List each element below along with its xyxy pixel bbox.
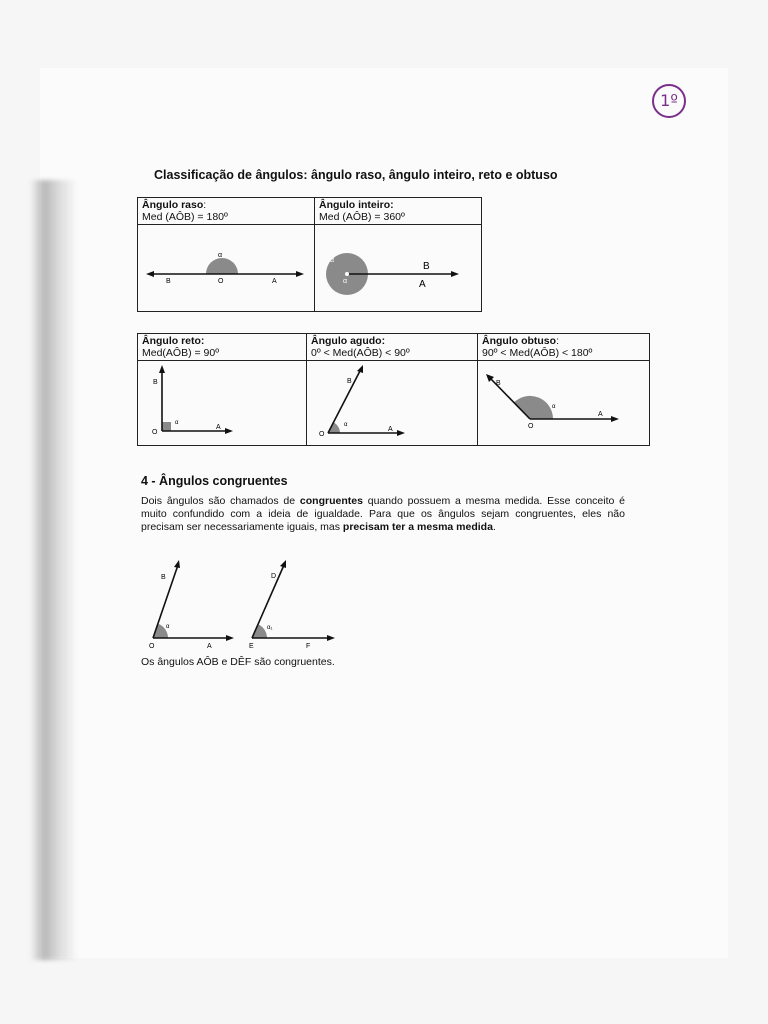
shaded-arc xyxy=(206,258,238,274)
label-a: A xyxy=(207,643,212,650)
label-b: B xyxy=(347,378,352,385)
page-number-badge: 1º xyxy=(652,84,686,118)
label-angulo-raso-suffix: : xyxy=(203,199,207,211)
paragraph-bold-mesma-medida: precisam ter a mesma medida xyxy=(342,521,493,534)
cell-header-agudo xyxy=(307,334,478,361)
label-angulo-raso: Ângulo raso xyxy=(142,199,204,211)
arrow-left-icon xyxy=(146,271,154,277)
arrow-right-icon xyxy=(611,416,619,422)
page-title: Classificação de ângulos: ângulo raso, ângulo inteiro, reto e obtuso xyxy=(154,168,558,182)
right-angle-mark xyxy=(162,422,171,431)
label-a: A xyxy=(419,279,426,290)
label-o: O xyxy=(319,431,325,438)
arrow-up-icon xyxy=(159,365,165,373)
figure-agudo xyxy=(307,361,478,446)
label-a: A xyxy=(272,278,277,285)
diagram-congruent-angles xyxy=(138,556,348,652)
diagram-straight-angle xyxy=(142,226,310,310)
paragraph-text-3: . xyxy=(492,521,496,534)
label-angulo-reto-suffix: : xyxy=(200,335,205,347)
arrow-up-icon xyxy=(174,560,180,568)
angle-table-raso-inteiro xyxy=(137,197,482,312)
label-angulo-agudo: Ângulo agudo xyxy=(311,335,382,347)
label-angulo-obtuso: Ângulo obtuso xyxy=(482,335,557,347)
arrow-right-icon xyxy=(451,271,459,277)
label-alpha: α xyxy=(218,252,223,259)
label-o: O xyxy=(152,429,158,436)
figure-raso xyxy=(138,225,315,312)
arrow-right-icon xyxy=(226,635,234,641)
congruent-paragraph xyxy=(141,495,625,535)
label-alpha: α xyxy=(344,422,348,428)
label-o: O xyxy=(218,278,224,285)
label-angulo-obtuso-suffix: : xyxy=(556,335,559,347)
cell-header-raso xyxy=(138,198,315,225)
diagram-obtuse-angle xyxy=(482,362,645,444)
cell-header-obtuso xyxy=(478,334,650,361)
label-alpha: α xyxy=(166,624,170,630)
arrow-right-icon xyxy=(327,635,335,641)
formula-raso: Med (AÔB) = 180º xyxy=(142,211,228,223)
formula-agudo: 0º < Med(AÔB) < 90º xyxy=(311,347,410,359)
label-f: F xyxy=(306,643,311,650)
label-d: D xyxy=(271,573,277,580)
paragraph-bold-congruentes: congruentes xyxy=(299,495,363,507)
scan-shadow xyxy=(30,180,78,960)
cell-header-reto xyxy=(138,334,307,361)
formula-obtuso: 90º < Med(AÔB) < 180º xyxy=(482,347,593,359)
figure-obtuso xyxy=(478,361,650,446)
paragraph-text-2: quando possuem a mesma medida. Esse conceito é muito confundido com a ideia de igualdade. Para que os ângulos sejam congruentes, eles não precisam ser necessariamente iguais, mas xyxy=(141,495,625,534)
angle-table-reto-agudo-obtuso xyxy=(137,333,650,446)
label-angulo-inteiro-suffix: : xyxy=(390,199,394,211)
label-e: E xyxy=(249,643,254,650)
shaded-arc xyxy=(328,422,340,433)
label-alpha: α xyxy=(175,420,179,426)
paragraph-text-1: Dois ângulos são chamados de xyxy=(141,495,300,507)
label-o: O xyxy=(149,643,155,650)
arrow-up-icon xyxy=(280,560,286,568)
label-b: B xyxy=(423,261,430,272)
label-b: B xyxy=(161,574,166,581)
figure-inteiro xyxy=(315,225,482,312)
label-a: A xyxy=(598,411,603,418)
arrow-up-icon xyxy=(357,365,363,373)
label-angulo-agudo-suffix: : xyxy=(381,335,386,347)
figure-reto xyxy=(138,361,307,446)
label-b: B xyxy=(166,278,171,285)
arrow-right-icon xyxy=(296,271,304,277)
cell-header-inteiro xyxy=(315,198,482,225)
label-angulo-inteiro: Ângulo inteiro xyxy=(319,199,391,211)
label-o: O xyxy=(528,423,534,430)
label-a: A xyxy=(216,424,221,431)
label-angulo-reto: Ângulo reto xyxy=(142,335,201,347)
diagram-right-angle xyxy=(142,362,302,444)
arrow-right-icon xyxy=(225,428,233,434)
label-b: B xyxy=(153,379,158,386)
figure-caption: Os ângulos AÔB e DÊF são congruentes. xyxy=(141,656,335,668)
label-alpha1: α₁ xyxy=(267,625,273,631)
section-title-congruent: 4 - Ângulos congruentes xyxy=(141,474,288,488)
formula-reto: Med(AÔB) = 90º xyxy=(142,347,220,359)
label-b: B xyxy=(496,380,501,387)
diagram-acute-angle xyxy=(311,362,473,444)
label-alpha: α xyxy=(552,404,556,410)
diagram-full-angle xyxy=(319,226,477,310)
label-alpha-outer: α xyxy=(330,257,335,264)
label-a: A xyxy=(388,426,393,433)
formula-inteiro: Med (AÔB) = 360º xyxy=(319,211,405,223)
arrow-right-icon xyxy=(397,430,405,436)
label-alpha-inner: α xyxy=(343,278,348,285)
